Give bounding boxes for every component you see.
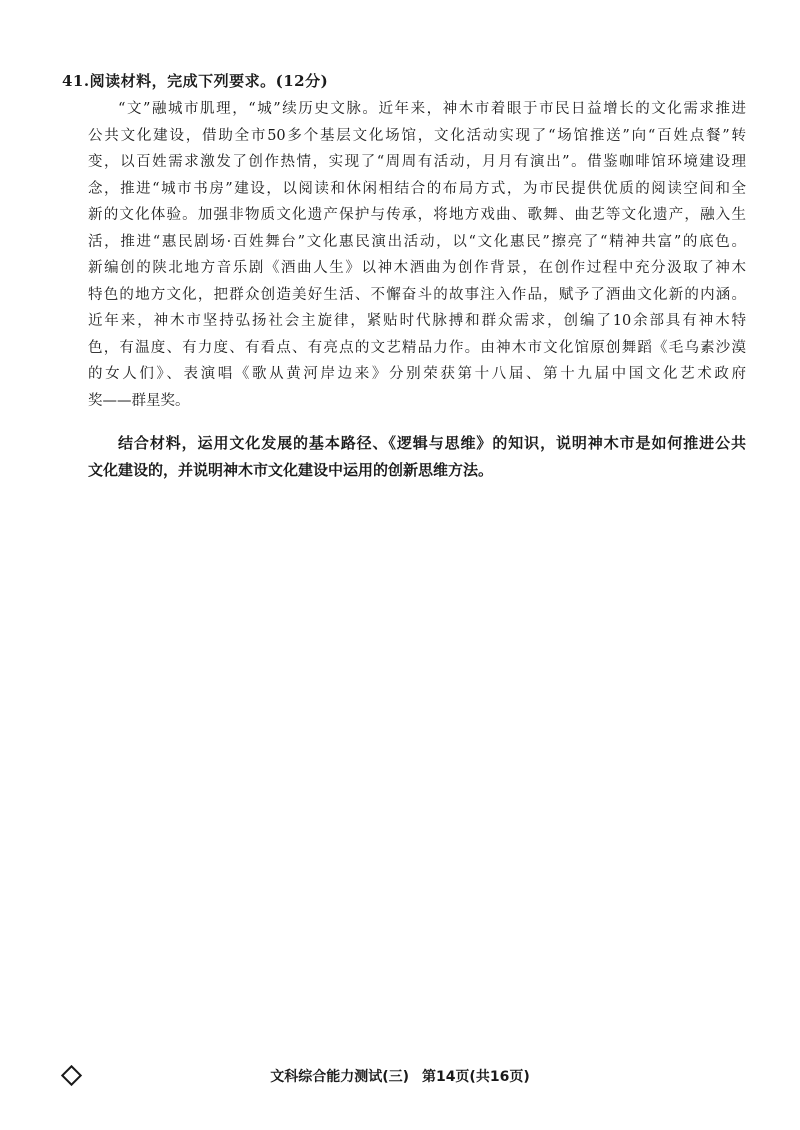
- reading-material: [88, 96, 746, 414]
- material-line: 新编创的陕北地方音乐剧《酒曲人生》以神木酒曲为创作背景，在创作过程中充分汲取了神木: [88, 260, 746, 276]
- task-line: 文化建设的，并说明神木市文化建设中运用的创新思维方法。: [88, 461, 494, 479]
- material-line: 色，有温度、有力度、有看点、有亮点的文艺精品力作。由神木市文化馆原创舞蹈《毛乌素沙漠: [88, 339, 746, 356]
- page-footer: [0, 1066, 800, 1090]
- footer-text: [0, 1066, 800, 1086]
- page-number: 第14页(共16页): [421, 1069, 530, 1085]
- material-line: “文”融城市肌理，“城”续历史文脉。近年来，神木市着眼于市民日益增长的文化需求推进: [118, 101, 746, 117]
- material-line: 新的文化体验。加强非物质文化遗产保护与传承，将地方戏曲、歌舞、曲艺等文化遗产，融入生: [88, 207, 746, 223]
- exam-title: 文科综合能力测试(三): [270, 1069, 410, 1085]
- material-line: 特色的地方文化，把群众创造美好生活、不懈奋斗的故事注入作品，赋予了酒曲文化新的内涵。: [88, 286, 746, 303]
- material-line: 念，推进“城市书房”建设，以阅读和休闲相结合的布局方式，为市民提供优质的阅读空间和全: [88, 180, 746, 197]
- question-task: [88, 430, 746, 484]
- material-line: 的女人们》、表演唱《歌从黄河岸边来》分别荣获第十八届、第十九届中国文化艺术政府: [88, 366, 746, 382]
- material-line: 活，推进“惠民剧场·百姓舞台”文化惠民演出活动，以“文化惠民”擦亮了“精神共富”的底色。: [88, 233, 746, 250]
- material-line: 奖——群星奖。: [88, 392, 190, 409]
- material-line: 近年来，神木市坚持弘扬社会主旋律，紧贴时代脉搏和群众需求，创编了10余部具有神木特: [88, 313, 746, 329]
- question-number-header: 41.阅读材料，完成下列要求。(12分): [62, 72, 329, 90]
- material-line: 变，以百姓需求激发了创作热情，实现了“周周有活动，月月有演出”。借鉴咖啡馆环境建设理: [88, 154, 746, 170]
- task-line: 结合材料，运用文化发展的基本路径、《逻辑与思维》的知识，说明神木市是如何推进公共: [118, 434, 746, 452]
- material-line: 公共文化建设，借助全市50多个基层文化场馆，文化活动实现了“场馆推送”向“百姓点餐”转: [88, 127, 746, 144]
